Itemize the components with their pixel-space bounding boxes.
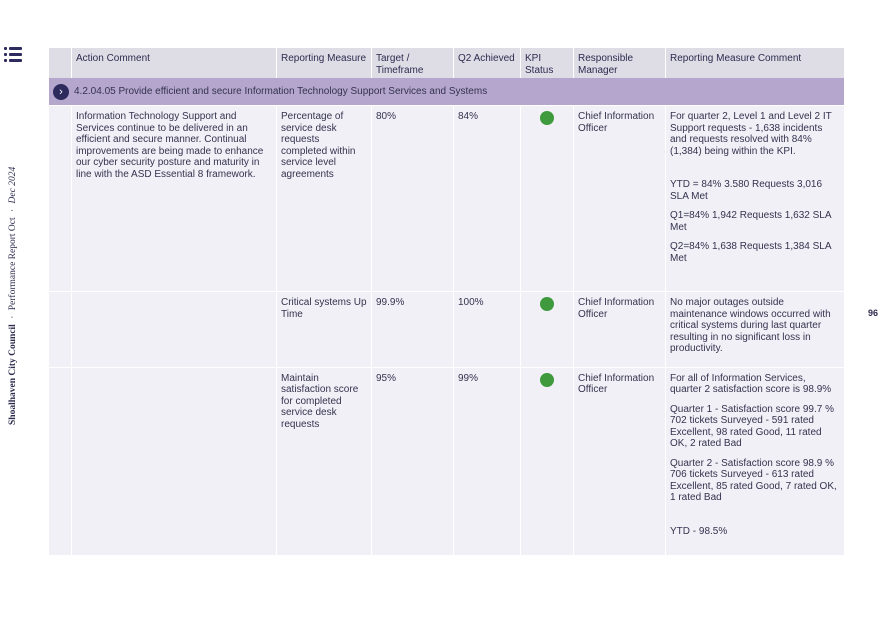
- comment-paragraph: YTD = 84% 3.580 Requests 3,016 SLA Met: [670, 179, 823, 202]
- header-reporting-measure: Reporting Measure: [277, 48, 372, 78]
- comment-paragraph: For quarter 2, Level 1 and Level 2 IT Support requests - 1,638 incidents and requests resolved with 84% (1,384) being within the KPI.: [670, 111, 832, 157]
- comment-paragraph: Q2=84% 1,638 Requests 1,384 SLA Met: [670, 241, 831, 264]
- q2-achieved-cell: 99%: [454, 368, 521, 556]
- kpi-status-cell: [521, 368, 574, 556]
- report-period: Dec 2024: [8, 166, 18, 204]
- q2-achieved-cell: 84%: [454, 106, 521, 292]
- kpi-status-cell: [521, 292, 574, 368]
- responsible-manager-cell: Chief Information Officer: [574, 292, 666, 368]
- action-comment-cell: Information Technology Support and Services continue to be delivered in an efficient and secure manner. Continual improvements are being made to enhance our cyber security posture and maturity in line with the ASD Essential 8 framework.: [72, 106, 277, 292]
- header-spacer: [49, 48, 72, 78]
- header-q2-achieved: Q2 Achieved: [454, 48, 521, 78]
- status-dot-icon: [540, 373, 554, 387]
- responsible-manager-cell: Chief Information Officer: [574, 368, 666, 556]
- comment-paragraph: Quarter 2 - Satisfaction score 98.9 % 706 tickets Surveyed - 613 rated Excellent, 85 rated Good, 7 rated OK, 1 rated Bad: [670, 457, 837, 503]
- table-row: [49, 106, 844, 292]
- table-row: [49, 292, 844, 368]
- reporting-measure-cell: Percentage of service desk requests completed within service level agreements: [277, 106, 372, 292]
- target-cell: 99.9%: [372, 292, 454, 368]
- row-spacer: [49, 106, 72, 292]
- status-dot-icon: [540, 297, 554, 311]
- kpi-table: [49, 48, 844, 556]
- header-target: Target / Timeframe: [372, 48, 454, 78]
- header-kpi-status: KPI Status: [521, 48, 574, 78]
- table-row: [49, 368, 844, 556]
- action-comment-cell: [72, 292, 277, 368]
- kpi-status-cell: [521, 106, 574, 292]
- reporting-measure-cell: Critical systems Up Time: [277, 292, 372, 368]
- q2-achieved-cell: 100%: [454, 292, 521, 368]
- comment-paragraph: YTD - 98.5%: [670, 525, 728, 537]
- measure-comment-cell: [666, 368, 844, 556]
- header-measure-comment: Reporting Measure Comment: [666, 48, 844, 78]
- target-cell: 80%: [372, 106, 454, 292]
- footer-separator: ·: [8, 315, 18, 319]
- action-comment-cell: [72, 368, 277, 556]
- responsible-manager-cell: Chief Information Officer: [574, 106, 666, 292]
- comment-paragraph: Q1=84% 1,942 Requests 1,632 SLA Met: [670, 210, 831, 233]
- council-name: Shoalhaven City Council: [8, 324, 18, 425]
- measure-comment-cell: [666, 106, 844, 292]
- target-cell: 95%: [372, 368, 454, 556]
- comment-paragraph: No major outages outside maintenance windows occurred with critical systems during last quarter resulting in no significant loss in productivity.: [670, 297, 831, 354]
- section-title: 4.2.04.05 Provide efficient and secure Information Technology Support Services and Systems: [74, 85, 488, 97]
- footer-separator-2: ·: [8, 208, 18, 213]
- chevron-right-circle-icon[interactable]: ›: [53, 84, 69, 100]
- header-responsible-manager: Responsible Manager: [574, 48, 666, 78]
- row-spacer: [49, 368, 72, 556]
- measure-comment-cell: [666, 292, 844, 368]
- comment-paragraph: Quarter 1 - Satisfaction score 99.7 % 702 tickets Surveyed - 591 rated Excellent, 98 rated Good, 11 rated OK, 2 rated Bad: [670, 403, 834, 449]
- table-header-row: [49, 48, 844, 78]
- report-name: Performance Report Oct: [8, 217, 18, 311]
- page-number: 96: [868, 308, 879, 318]
- list-menu-icon[interactable]: [4, 47, 22, 63]
- header-action-comment: Action Comment: [72, 48, 277, 78]
- reporting-measure-cell: Maintain satisfaction score for completed service desk requests: [277, 368, 372, 556]
- row-spacer: [49, 292, 72, 368]
- section-row: [49, 78, 844, 106]
- status-dot-icon: [540, 111, 554, 125]
- side-margin-footer: [8, 167, 18, 425]
- section-cell: [49, 78, 844, 106]
- comment-paragraph: For all of Information Services, quarter 2 satisfaction score is 98.9%: [670, 372, 832, 395]
